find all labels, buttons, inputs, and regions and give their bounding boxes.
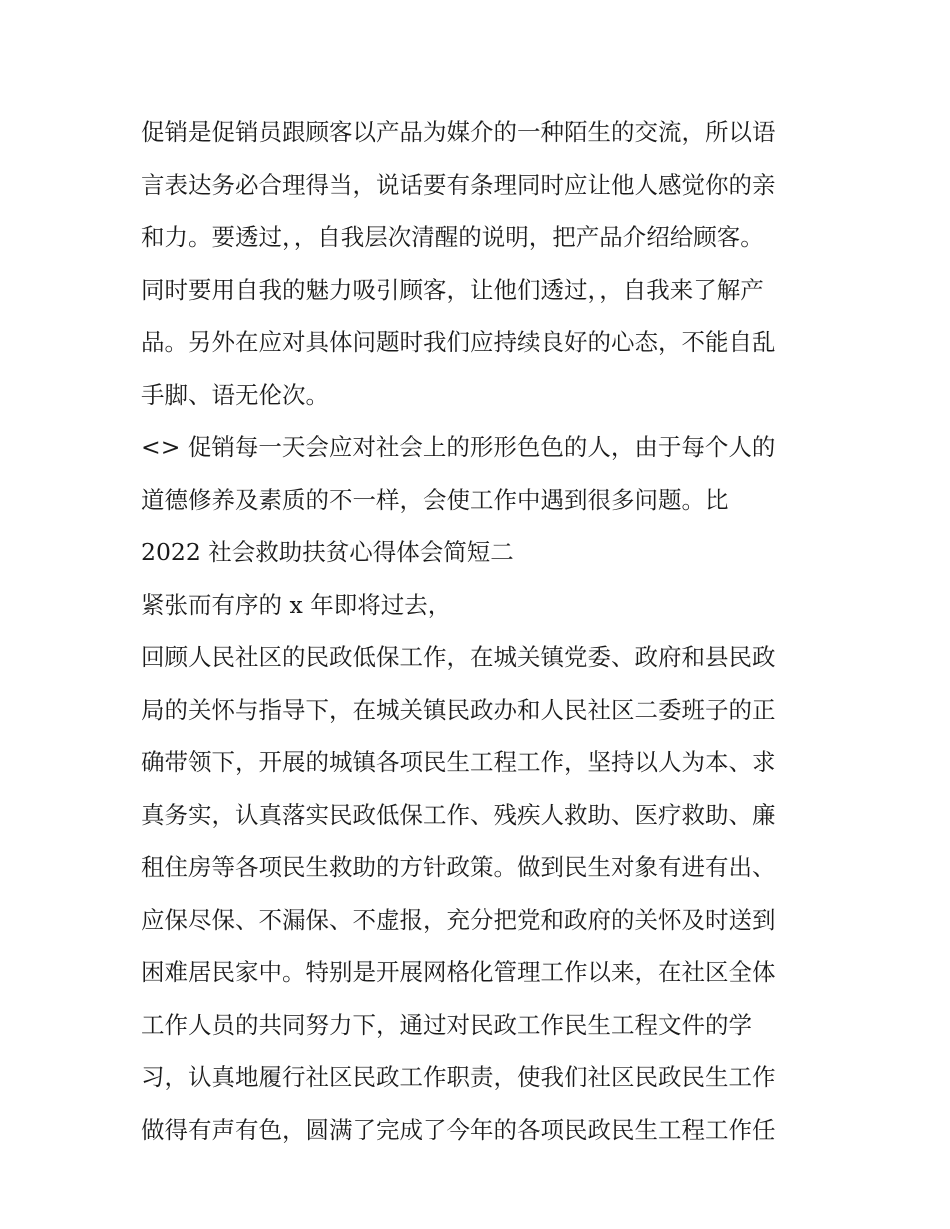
text-line: 言表达务必合理得当，说话要有条理同时应让他人感觉你的亲	[141, 170, 776, 199]
section-heading: 2022 社会救助扶贫心得体会简短二	[141, 538, 514, 566]
text-line: 道德修养及素质的不一样，会使工作中遇到很多问题。比	[141, 485, 729, 514]
text-line: 手脚、语无伦次。	[141, 380, 329, 409]
text-line: <> 促销每一天会应对社会上的形形色色的人，由于每个人的	[141, 433, 776, 461]
text-line: 确带领下，开展的城镇各项民生工程工作，坚持以人为本、求	[141, 748, 776, 776]
text-line: 困难居民家中。特别是开展网格化管理工作以来，在社区全体	[141, 958, 776, 986]
text-line: 品。另外在应对具体问题时我们应持续良好的心态，不能自乱	[141, 328, 776, 356]
text-line: 同时要用自我的魅力吸引顾客，让他们透过，，自我来了解产	[141, 275, 764, 304]
text-line: 做得有声有色，圆满了完成了今年的各项民政民生工程工作任	[141, 1115, 776, 1144]
text-line: 习，认真地履行社区民政工作职责，使我们社区民政民生工作	[141, 1063, 776, 1091]
text-line: 紧张而有序的 x 年即将过去，	[141, 590, 452, 619]
text-line: 租住房等各项民生救助的方针政策。做到民生对象有进有出、	[141, 853, 776, 881]
text-line: 应保尽保、不漏保、不虚报，充分把党和政府的关怀及时送到	[141, 905, 776, 934]
text-line: 和力。要透过，，自我层次清醒的说明，把产品介绍给顾客。	[141, 223, 764, 251]
text-line: 促销是促销员跟顾客以产品为媒介的一种陌生的交流，所以语	[141, 118, 776, 146]
text-line: 回顾人民社区的民政低保工作，在城关镇党委、政府和县民政	[141, 643, 776, 671]
text-line: 工作人员的共同努力下，通过对民政工作民生工程文件的学	[141, 1010, 752, 1039]
text-line: 真务实，认真落实民政低保工作、残疾人救助、医疗救助、廉	[141, 800, 776, 829]
text-line: 局的关怀与指导下，在城关镇民政办和人民社区二委班子的正	[141, 695, 776, 724]
document-body	[141, 106, 821, 1156]
